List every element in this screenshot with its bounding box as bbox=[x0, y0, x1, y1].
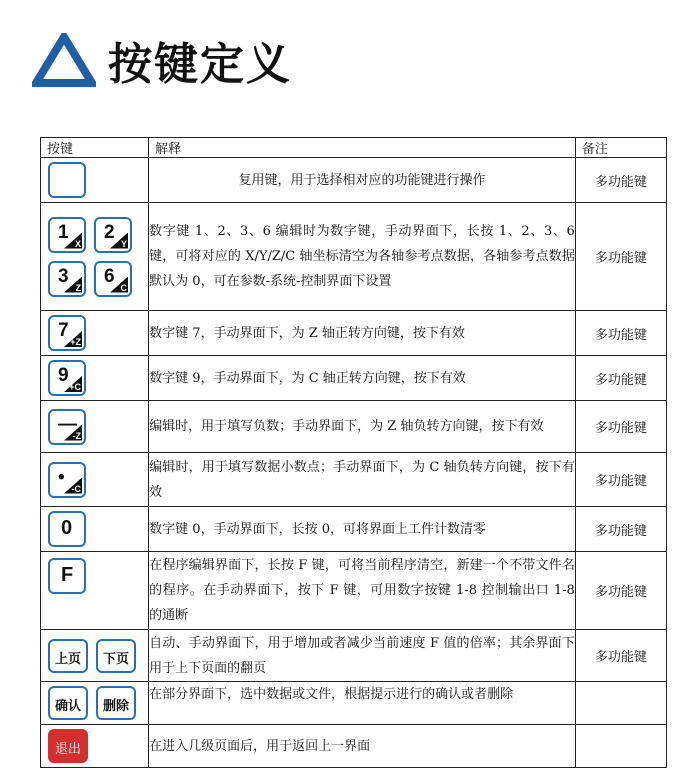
key-cell bbox=[41, 682, 149, 725]
key-1[interactable]: 1 X bbox=[48, 217, 86, 253]
row-note: 多功能键 bbox=[575, 453, 666, 507]
key-cell bbox=[41, 356, 149, 401]
row-note bbox=[575, 682, 666, 725]
key-3[interactable]: 3 Z bbox=[48, 261, 86, 297]
key-7[interactable]: 7 +Z bbox=[48, 315, 86, 351]
row-desc: 在部分界面下，选中数据或文件，根据提示进行的确认或者删除 bbox=[149, 682, 576, 725]
row-note: 多功能键 bbox=[575, 311, 666, 356]
table-row bbox=[41, 356, 667, 401]
key-cell bbox=[41, 725, 149, 768]
key-cell bbox=[41, 552, 149, 630]
key-minus[interactable]: — -Z bbox=[48, 409, 86, 445]
header-note: 备注 bbox=[575, 138, 666, 158]
table-row bbox=[41, 203, 667, 311]
key-cell bbox=[41, 453, 149, 507]
key-cell bbox=[41, 507, 149, 552]
table-row bbox=[41, 552, 667, 630]
table-row bbox=[41, 682, 667, 725]
row-desc: 数字键 9，手动界面下，为 C 轴正转方向键，按下有效 bbox=[149, 356, 576, 401]
key-cell bbox=[41, 401, 149, 453]
row-desc: 数字键 7，手动界面下，为 Z 轴正转方向键，按下有效 bbox=[149, 311, 576, 356]
table-row bbox=[41, 725, 667, 768]
key-cell bbox=[41, 311, 149, 356]
row-note: 多功能键 bbox=[575, 401, 666, 453]
page-title-text: 按键定义 bbox=[108, 39, 292, 90]
key-dot[interactable]: • -C bbox=[48, 462, 86, 498]
row-note: 多功能键 bbox=[575, 630, 666, 682]
table-row bbox=[41, 630, 667, 682]
key-cell bbox=[41, 203, 149, 311]
confirm-key[interactable]: 确认 bbox=[48, 686, 88, 720]
row-note: 多功能键 bbox=[575, 552, 666, 630]
key-6[interactable]: 6 C bbox=[94, 261, 132, 297]
row-note: 多功能键 bbox=[575, 203, 666, 311]
key-f[interactable]: F bbox=[48, 558, 86, 594]
shift-key[interactable] bbox=[48, 162, 86, 198]
table-row bbox=[41, 158, 667, 203]
header-key: 按键 bbox=[41, 138, 149, 158]
row-note bbox=[575, 725, 666, 768]
key-cell bbox=[41, 630, 149, 682]
row-desc: 编辑时，用于填写数据小数点；手动界面下，为 C 轴负转方向键，按下有效 bbox=[149, 453, 576, 507]
row-desc: 数字键 0，手动界面下，长按 0，可将界面上工件计数清零 bbox=[149, 507, 576, 552]
key-9[interactable]: 9 +C bbox=[48, 360, 86, 396]
table-row bbox=[41, 311, 667, 356]
table-row bbox=[41, 453, 667, 507]
triangle-icon bbox=[32, 33, 96, 87]
row-note: 多功能键 bbox=[575, 158, 666, 203]
table-header-row bbox=[41, 138, 667, 158]
header-explanation: 解释 bbox=[149, 138, 576, 158]
key-0[interactable]: 0 bbox=[48, 511, 86, 547]
key-definition-table bbox=[40, 137, 667, 768]
row-desc: 自动、手动界面下，用于增加或者减少当前速度 F 值的倍率；其余界面下用于上下页面的翻页 bbox=[149, 630, 576, 682]
page-down-key[interactable]: 下页 bbox=[96, 639, 136, 673]
row-desc: 在程序编辑界面下，长按 F 键，可将当前程序清空，新建一个不带文件名的程序。在手动界面下，按下 F 键，可用数字按键 1-8 控制输出口 1-8 的通断 bbox=[149, 552, 576, 630]
key-2[interactable]: 2 Y bbox=[94, 217, 132, 253]
row-desc: 数字键 1、2、3、6 编辑时为数字键，手动界面下，长按 1、2、3、6 键，可将对应的 X/Y/Z/C 轴坐标清空为各轴参考点数据，各轴参考点数据默认为 0，可在参数-系统-控制界面下设置 bbox=[149, 203, 576, 311]
row-desc: 编辑时，用于填写负数；手动界面下，为 Z 轴负转方向键，按下有效 bbox=[149, 401, 576, 453]
page-up-key[interactable]: 上页 bbox=[48, 639, 88, 673]
key-cell bbox=[41, 158, 149, 203]
row-desc: 复用键，用于选择相对应的功能键进行操作 bbox=[149, 158, 576, 203]
delete-key[interactable]: 删除 bbox=[96, 686, 136, 720]
table-row bbox=[41, 401, 667, 453]
row-note: 多功能键 bbox=[575, 507, 666, 552]
row-desc: 在进入几级页面后，用于返回上一界面 bbox=[149, 725, 576, 768]
exit-key[interactable]: 退出 bbox=[48, 729, 88, 763]
page-title bbox=[32, 30, 292, 90]
row-note: 多功能键 bbox=[575, 356, 666, 401]
table-row bbox=[41, 507, 667, 552]
